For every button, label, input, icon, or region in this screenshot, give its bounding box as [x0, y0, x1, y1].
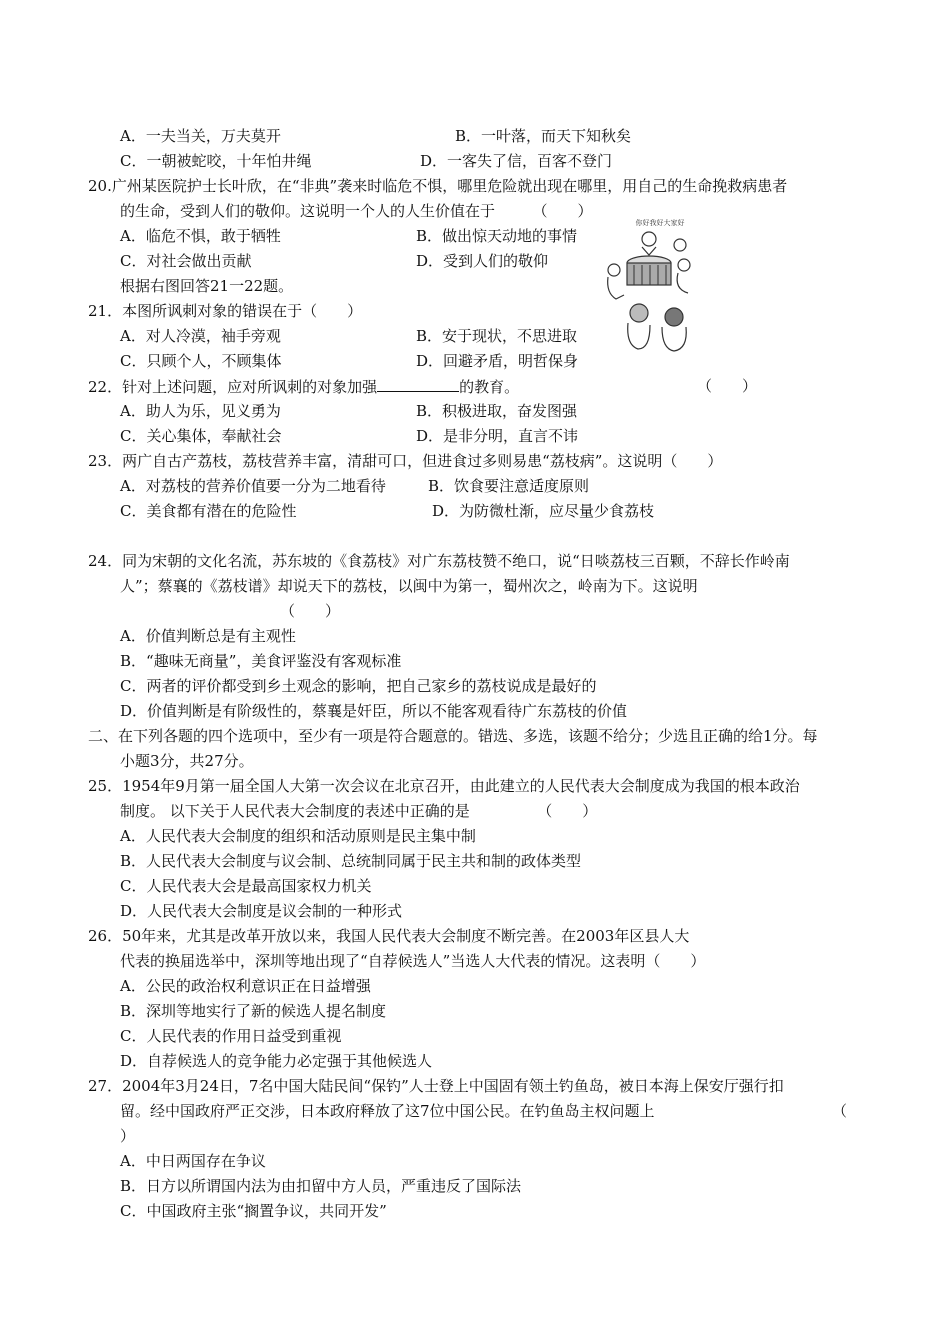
- q25-option-d: D．人民代表大会制度是议会制的一种形式: [120, 902, 403, 920]
- q26-stem-line1: 26．50年来，尤其是改革开放以来，我国人民代表大会制度不断完善。在2003年区县人大: [88, 927, 690, 945]
- satire-cartoon: [604, 215, 694, 355]
- q19-option-a: A．一夫当关，万夫莫开: [120, 127, 281, 145]
- q24-option-a: A．价值判断总是有主观性: [120, 627, 296, 645]
- q25-option-b: B．人民代表大会制度与议会制、总统制同属于民主共和制的政体类型: [120, 852, 582, 870]
- q26-option-d: D．自荐候选人的竞争能力必定强于其他候选人: [120, 1052, 433, 1070]
- q20-option-c: C．对社会做出贡献: [120, 252, 252, 270]
- q21-option-d: D．回避矛盾，明哲保身: [416, 352, 579, 370]
- q22-option-a: A．助人为乐，见义勇为: [120, 402, 281, 420]
- q19-option-d: D．一客失了信，百客不登门: [420, 152, 613, 170]
- q22-option-d: D．是非分明，直言不讳: [416, 427, 579, 445]
- q23-option-a: A．对荔枝的营养价值要一分为二地看待: [120, 477, 386, 495]
- q23-option-b: B．饮食要注意适度原则: [428, 477, 590, 495]
- q24-answer-paren: （ ）: [280, 602, 341, 620]
- q22-answer-paren: （ ）: [697, 377, 758, 395]
- q26-option-b: B．深圳等地实行了新的候选人提名制度: [120, 1002, 387, 1020]
- q21-stem: 21．本图所讽刺对象的错误在于（ ）: [88, 302, 363, 320]
- section2-instructions-line2: 小题3分，共27分。: [120, 752, 254, 770]
- q22-option-c: C．关心集体，奉献社会: [120, 427, 282, 445]
- q19-option-b: B．一叶落，而天下知秋矣: [455, 127, 632, 145]
- q27-paren-open: （: [832, 1102, 848, 1120]
- q24-option-c: C．两者的评价都受到乡土观念的影响，把自己家乡的荔枝说成是最好的: [120, 677, 597, 695]
- q20-stem-line1: 20.广州某医院护士长叶欣，在“非典”袭来时临危不惧，哪里危险就出现在哪里，用自己的生命挽救病患者: [88, 177, 788, 195]
- q24-stem-line1: 24．同为宋朝的文化名流，苏东坡的《食荔枝》对广东荔枝赞不绝口，说“日啖荔枝三百颗，不辞长作岭南: [88, 552, 790, 570]
- q22-stem-part1: 22．针对上述问题，应对所讽刺的对象加强: [88, 378, 378, 396]
- q24-option-d: D．价值判断是有阶级性的，蔡襄是奸臣，所以不能客观看待广东荔枝的价值: [120, 702, 628, 720]
- q19-option-c: C．一朝被蛇咬，十年怕井绳: [120, 152, 312, 170]
- q21-option-a: A．对人冷漠，袖手旁观: [120, 327, 281, 345]
- q26-option-a: A．公民的政治权利意识正在日益增强: [120, 977, 371, 995]
- q23-option-c: C．美食都有潜在的危险性: [120, 502, 297, 520]
- q27-stem-line2: 留。经中国政府严正交涉，日本政府释放了这7位中国公民。在钓鱼岛主权问题上: [120, 1102, 655, 1120]
- intro-21-22: 根据右图回答21一22题。: [120, 277, 294, 295]
- cartoon-drawing: [604, 215, 694, 355]
- q25-stem-line2: 制度。 以下关于人民代表大会制度的表述中正确的是 （ ）: [120, 802, 598, 820]
- q26-option-c: C．人民代表的作用日益受到重视: [120, 1027, 342, 1045]
- q24-option-b: B．“趣味无商量”，美食评鉴没有客观标准: [120, 652, 402, 670]
- q27-paren-close: ）: [120, 1127, 136, 1145]
- section2-instructions-line1: 二、在下列各题的四个选项中，至少有一项是符合题意的。错选、多选，该题不给分；少选且正确的给1分。每: [88, 727, 818, 745]
- cartoon-caption: 你好我好大家好: [635, 219, 685, 227]
- q27-option-b: B．日方以所谓国内法为由扣留中方人员，严重违反了国际法: [120, 1177, 522, 1195]
- q25-stem-line1: 25．1954年9月第一届全国人大第一次会议在北京召开，由此建立的人民代表大会制度成为我国的根本政治: [88, 777, 800, 795]
- q22-option-b: B．积极进取，奋发图强: [416, 402, 578, 420]
- q22-stem-part2: 的教育。: [459, 378, 520, 396]
- q20-option-b: B．做出惊天动地的事情: [416, 227, 578, 245]
- q20-stem-line2: 的生命，受到人们的敬仰。这说明一个人的人生价值在于 （ ）: [120, 202, 593, 220]
- q27-option-c: C．中国政府主张“搁置争议，共同开发”: [120, 1202, 387, 1220]
- q25-option-a: A．人民代表大会制度的组织和活动原则是民主集中制: [120, 827, 476, 845]
- q20-option-d: D．受到人们的敬仰: [416, 252, 549, 270]
- q23-stem: 23．两广自古产荔枝，荔枝营养丰富，清甜可口，但进食过多则易患“荔枝病”。这说明（ ）: [88, 452, 723, 470]
- q24-stem-line2: 人”；蔡襄的《荔枝谱》却说天下的荔枝，以闽中为第一，蜀州次之，岭南为下。这说明: [120, 577, 698, 595]
- q20-option-a: A．临危不惧，敢于牺牲: [120, 227, 281, 245]
- q27-option-a: A．中日两国存在争议: [120, 1152, 266, 1170]
- q25-option-c: C．人民代表大会是最高国家权力机关: [120, 877, 372, 895]
- q21-option-b: B．安于现状，不思进取: [416, 327, 578, 345]
- q23-option-d: D．为防微杜渐，应尽量少食荔枝: [432, 502, 655, 520]
- q22-blank: [377, 376, 459, 392]
- q27-stem-line1: 27．2004年3月24日，7名中国大陆民间“保钓”人士登上中国固有领土钓鱼岛，被日本海上保安厅强行扣: [88, 1077, 784, 1095]
- q26-stem-line2: 代表的换届选举中，深圳等地出现了“自荐候选人”当选人大代表的情况。这表明（ ）: [120, 952, 706, 970]
- q21-option-c: C．只顾个人，不顾集体: [120, 352, 282, 370]
- q22-stem: [88, 376, 519, 397]
